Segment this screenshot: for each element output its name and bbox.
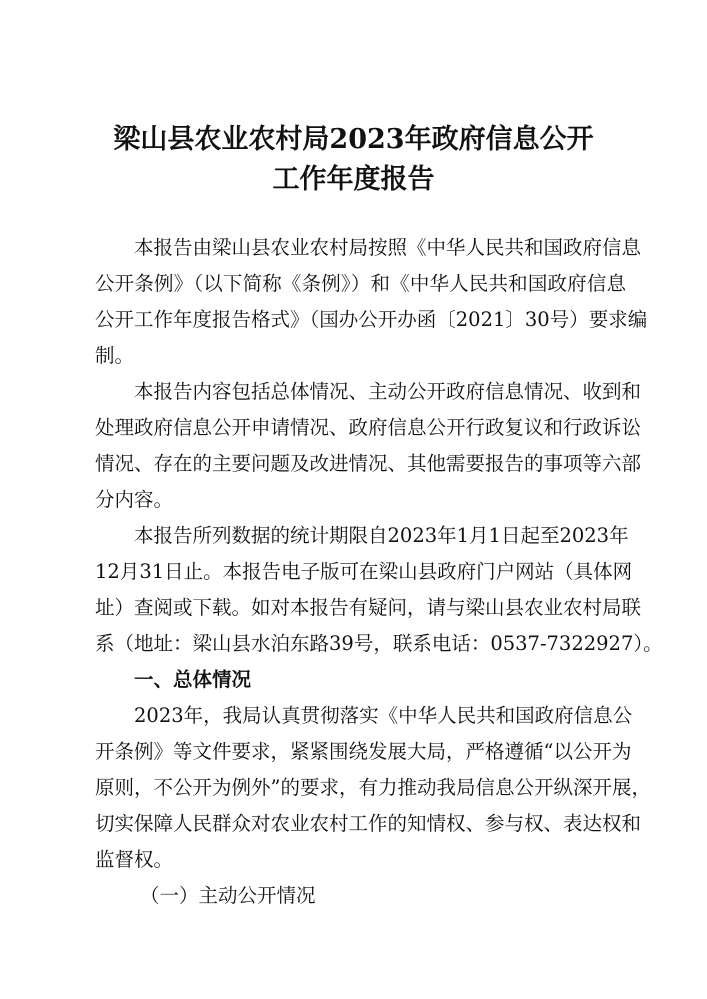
text-line: 系（地址：梁山县水泊东路39号，联系电话：0537-7322927）。 — [95, 632, 663, 655]
text-line: 处理政府信息公开申请情况、政府信息公开行政复议和行政诉讼 — [95, 416, 642, 439]
paragraph-contents — [95, 374, 642, 518]
text-line: 开条例》等文件要求，紧紧围绕发展大局，严格遵循“以公开为 — [95, 740, 632, 763]
text-line: 公开条例》（以下简称《条例》）和《中华人民共和国政府信息 — [95, 272, 626, 295]
subsection-heading: （一）主动公开情况 — [140, 884, 316, 907]
text-line: 分内容。 — [95, 488, 174, 511]
paragraph-period-contact — [95, 518, 663, 662]
text-line: 切实保障人民群众对农业农村工作的知情权、参与权、表达权和 — [95, 812, 642, 835]
report-title-line-2: 工作年度报告 — [272, 164, 435, 195]
text-line: 本报告由梁山县农业农村局按照《中华人民共和国政府信息 — [134, 236, 642, 259]
text-line: 情况、存在的主要问题及改进情况、其他需要报告的事项等六部 — [95, 452, 642, 475]
paragraph-intro — [95, 230, 648, 374]
text-line: 制。 — [95, 344, 135, 367]
text-line: 原则，不公开为例外”的要求，有力推动我局信息公开纵深开展， — [95, 776, 651, 799]
paragraph-overview — [95, 698, 651, 878]
text-line: 12月31日止。本报告电子版可在梁山县政府门户网站（具体网 — [95, 560, 633, 583]
text-line: 监督权。 — [95, 848, 174, 871]
text-line: 本报告内容包括总体情况、主动公开政府信息情况、收到和 — [134, 380, 642, 403]
text-line: 址）查阅或下载。如对本报告有疑问，请与梁山县农业农村局联 — [95, 596, 642, 619]
text-line: 2023年，我局认真贯彻落实《中华人民共和国政府信息公 — [134, 704, 633, 727]
text-line: 公开工作年度报告格式》（国办公开办函〔2021〕30号）要求编 — [95, 308, 648, 331]
report-body — [95, 230, 663, 914]
report-title-line-1: 梁山县农业农村局2023年政府信息公开 — [113, 124, 594, 155]
text-line: 本报告所列数据的统计期限自2023年1月1日起至2023年 — [134, 524, 629, 547]
section-heading: 一、总体情况 — [134, 668, 252, 691]
